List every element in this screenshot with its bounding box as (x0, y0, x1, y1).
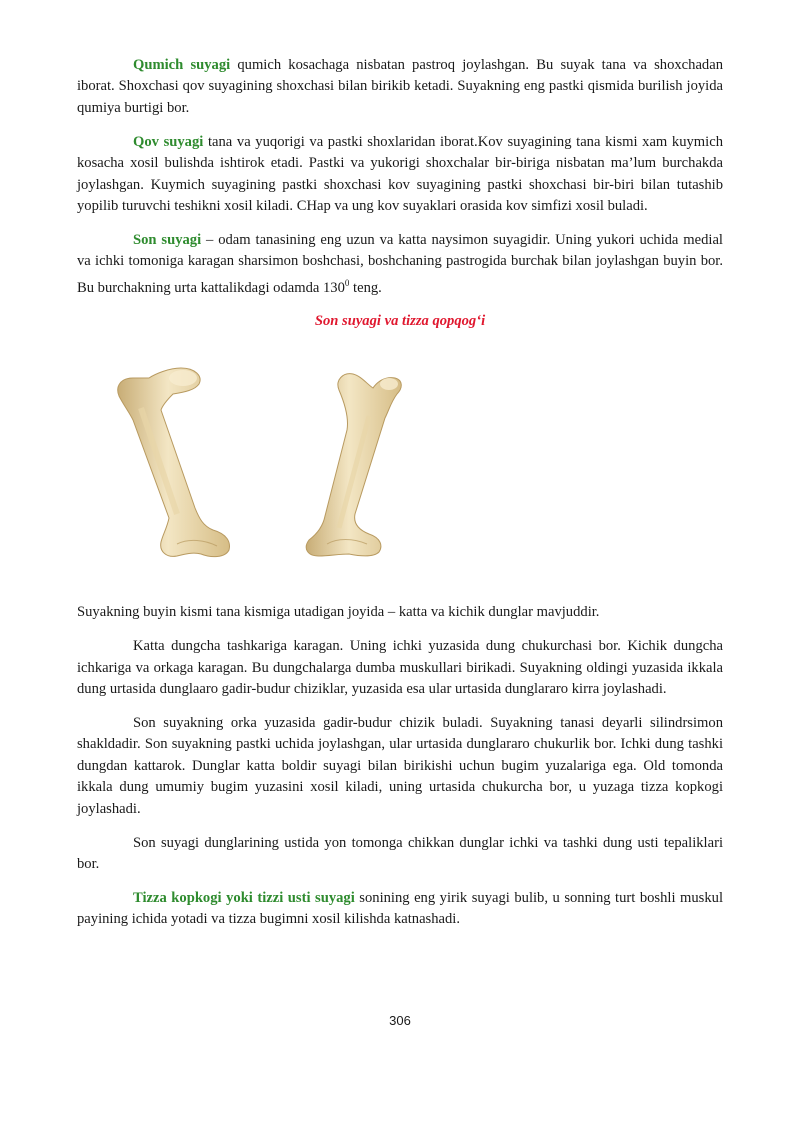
femur-anterior-view (118, 368, 230, 557)
term-qumich-suyagi: Qumich suyagi (133, 57, 231, 73)
femur-posterior-view (306, 374, 401, 556)
term-tizza-kopkogi: Tizza kopkogi yoki tizzi usti suyagi (133, 889, 355, 906)
paragraph-text: sonining eng yirik suyagi bulib, u sonning turt boshli muskul payining ichida yotadi va tizza bugimni xosil kilishda katnashadi. (77, 889, 724, 928)
paragraph-katta-dungcha: Katta dungcha tashkariga karagan. Uning ichki yuzasida dung chukurchasi bor. Kichik dungcha ichkariga va orkaga karagan. Bu dungchalarga dumba muskullari birikadi. Suyakning oldingi yuzasida ikkala dung urtasida dunglaaro gadir-budur chiziklar, yuzasida esa ular urtasida dunglararo kirra joylashadi. (77, 638, 723, 698)
paragraph-qumich (77, 55, 723, 119)
paragraph-text: teng. (349, 279, 382, 296)
page-number: 306 (389, 1013, 411, 1028)
degree-superscript: 0 (344, 277, 350, 288)
paragraph-tizza (77, 888, 723, 931)
paragraph-son (77, 230, 723, 299)
paragraph-text: – odam tanasining eng uzun va katta naysimon suyagidir. Uning yukori uchida medial va ichki tomoniga karagan sharsimon boshchasi, boshchaning pastrogida burchak bilan joylashgan buyin bor. Bu burchakning urta kattalikdagi odamda 130 (77, 231, 723, 296)
paragraph-text: tana va yuqorigi va pastki shoxlaridan iborat.Kov suyagining tana kismi xam kuymich kosacha xosil bulishda ishtirok etadi. Pastki va yukorigi shoxchalar bir-biriga nisbatan ma’lum burchakda joylashgan. Kuymich suyagining pastki shoxchasi kov suyagining pastki shoxchasi bir-biri bilan tutashib yopilib turuvchi teshikni xosil kiladi. CHap va ung kov suyaklari orasida kov simfizi xosil buladi. (77, 133, 723, 214)
term-qov-suyagi: Qov suyagi (133, 133, 204, 150)
paragraph-orka-yuzasi: Son suyakning orka yuzasida gadir-budur chizik buladi. Suyakning tanasi deyarli silindrsimon shakldadir. Son suyakning pastki uchida joylashgan, ular urtasida dunglararo chukurlik bor. Ichki dung tashki dungdan kattarok. Dunglar katta boldir suyagi bilan birikishi uchun bugim yuzalariga ega. Old tomonda ikkala dung umumiy bugim yuzasini xosil kiladi, uning urtasida chukurcha bor, u yuzaga tizza kopkogi joylashadi. (77, 715, 723, 817)
content (77, 55, 723, 943)
term-son-suyagi: Son suyagi (133, 231, 202, 248)
figure-caption: Son suyagi va tizza qopqog‘i (314, 313, 486, 330)
femur-figure (77, 338, 723, 588)
paragraph-text: qumich kosachaga nisbatan pastroq joylashgan. Bu suyak tana va shoxchadan iborat. Shoxchasi qov suyagining shoxchasi bilan birikib ketadi. Suyakning eng pastki qismida burilish joyida qumiya burtigi bor. (77, 57, 723, 116)
femur-illustration (77, 338, 723, 588)
paragraph-qov (77, 132, 723, 218)
paragraph-dung-usti: Son suyagi dunglarining ustida yon tomonga chikkan dunglar ichki va tashki dung usti tepaliklari bor. (77, 834, 723, 872)
paragraph-buyin: Suyakning buyin kismi tana kismiga utadigan joyida – katta va kichik dunglar mavjuddir. (77, 604, 600, 621)
